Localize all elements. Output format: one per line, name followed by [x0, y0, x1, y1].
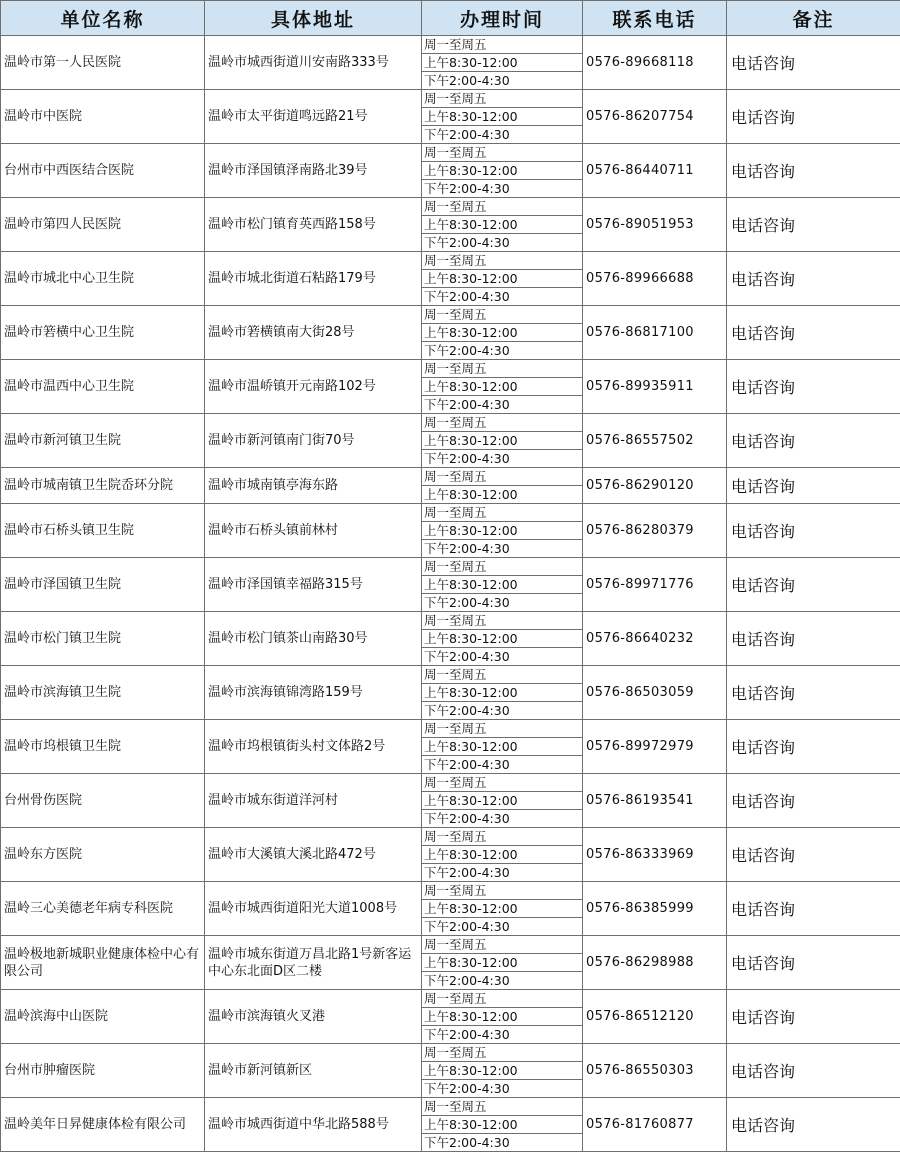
- office-hours-line: 周一至周五: [422, 1098, 582, 1116]
- office-hours-line: 下午2:00-4:30: [424, 973, 510, 988]
- contact-phone: 0576-89051953: [583, 198, 727, 252]
- office-hours-line: 下午2:00-4:30: [424, 1081, 510, 1096]
- contact-phone: 0576-86385999: [583, 882, 727, 936]
- office-hours-line: 周一至周五: [422, 828, 582, 846]
- contact-phone: 0576-86817100: [583, 306, 727, 360]
- office-hours: [422, 90, 583, 144]
- remark: 电话咨询: [727, 558, 900, 612]
- office-hours: [422, 1044, 583, 1098]
- institution-address: 温岭市城东街道洋河村: [205, 774, 422, 828]
- remark: 电话咨询: [727, 36, 900, 90]
- remark: 电话咨询: [727, 828, 900, 882]
- table-row: [1, 36, 900, 90]
- institution-name: 台州骨伤医院: [1, 774, 205, 828]
- office-hours: [422, 306, 583, 360]
- office-hours-line: 上午8:30-12:00: [422, 1008, 582, 1026]
- remark: 电话咨询: [727, 666, 900, 720]
- table-row: [1, 504, 900, 558]
- office-hours-line: 下午2:00-4:30: [424, 127, 510, 142]
- office-hours-line: 周一至周五: [422, 36, 582, 54]
- office-hours-line: 下午2:00-4:30: [424, 595, 510, 610]
- institution-address: 温岭市温峤镇开元南路102号: [205, 360, 422, 414]
- office-hours: [422, 198, 583, 252]
- remark: 电话咨询: [727, 882, 900, 936]
- office-hours-line: 上午8:30-12:00: [422, 270, 582, 288]
- contact-phone: 0576-89935911: [583, 360, 727, 414]
- contact-phone: 0576-86290120: [583, 468, 727, 504]
- office-hours: [422, 936, 583, 990]
- office-hours-line: 上午8:30-12:00: [422, 432, 582, 450]
- institution-name: 台州市肿瘤医院: [1, 1044, 205, 1098]
- contact-phone: 0576-89966688: [583, 252, 727, 306]
- institution-address: 温岭市城西街道中华北路588号: [205, 1098, 422, 1152]
- table-row: [1, 774, 900, 828]
- contact-phone: 0576-89972979: [583, 720, 727, 774]
- office-hours-line: 下午2:00-4:30: [424, 757, 510, 772]
- office-hours: [422, 360, 583, 414]
- institution-address: 温岭市泽国镇泽南路北39号: [205, 144, 422, 198]
- office-hours-line: 周一至周五: [422, 198, 582, 216]
- table-row: [1, 198, 900, 252]
- office-hours-line: 周一至周五: [422, 990, 582, 1008]
- office-hours-line: 上午8:30-12:00: [422, 576, 582, 594]
- office-hours-line: 下午2:00-4:30: [424, 73, 510, 88]
- office-hours: [422, 828, 583, 882]
- office-hours-line: 下午2:00-4:30: [424, 235, 510, 250]
- institution-name: 温岭市箬横中心卫生院: [1, 306, 205, 360]
- office-hours-line: 下午2:00-4:30: [424, 541, 510, 556]
- contact-phone: 0576-86512120: [583, 990, 727, 1044]
- institution-address: 温岭市大溪镇大溪北路472号: [205, 828, 422, 882]
- table-row: [1, 144, 900, 198]
- office-hours-line: 上午8:30-12:00: [422, 954, 582, 972]
- office-hours-line: 下午2:00-4:30: [424, 649, 510, 664]
- office-hours-line: 上午8:30-12:00: [422, 54, 582, 72]
- office-hours-line: 上午8:30-12:00: [424, 487, 518, 502]
- office-hours-line: 上午8:30-12:00: [422, 378, 582, 396]
- office-hours-line: 上午8:30-12:00: [422, 900, 582, 918]
- institution-address: 温岭市石桥头镇前林村: [205, 504, 422, 558]
- institution-address: 温岭市滨海镇火叉港: [205, 990, 422, 1044]
- office-hours: [422, 666, 583, 720]
- contact-phone: 0576-86193541: [583, 774, 727, 828]
- office-hours-line: 上午8:30-12:00: [422, 1116, 582, 1134]
- office-hours-line: 上午8:30-12:00: [422, 324, 582, 342]
- remark: 电话咨询: [727, 198, 900, 252]
- institution-name: 温岭市滨海镇卫生院: [1, 666, 205, 720]
- institution-address: 温岭市箬横镇南大街28号: [205, 306, 422, 360]
- office-hours-line: 下午2:00-4:30: [424, 343, 510, 358]
- table-row: [1, 936, 900, 990]
- contact-phone: 0576-86440711: [583, 144, 727, 198]
- contact-phone: 0576-86207754: [583, 90, 727, 144]
- institution-address: 温岭市城西街道阳光大道1008号: [205, 882, 422, 936]
- office-hours-line: 上午8:30-12:00: [422, 684, 582, 702]
- contact-phone: 0576-86550303: [583, 1044, 727, 1098]
- institution-name: 温岭市中医院: [1, 90, 205, 144]
- institution-name: 温岭东方医院: [1, 828, 205, 882]
- office-hours: [422, 468, 583, 504]
- office-hours-line: 周一至周五: [422, 504, 582, 522]
- office-hours-line: 下午2:00-4:30: [424, 919, 510, 934]
- header-phone: 联系电话: [583, 1, 727, 36]
- office-hours-line: 周一至周五: [422, 144, 582, 162]
- office-hours-line: 上午8:30-12:00: [422, 738, 582, 756]
- remark: 电话咨询: [727, 504, 900, 558]
- institution-address: 温岭市松门镇育英西路158号: [205, 198, 422, 252]
- office-hours-line: 周一至周五: [422, 414, 582, 432]
- office-hours-line: 周一至周五: [422, 558, 582, 576]
- table-row: [1, 1044, 900, 1098]
- office-hours-line: 上午8:30-12:00: [422, 162, 582, 180]
- remark: 电话咨询: [727, 306, 900, 360]
- office-hours-line: 周一至周五: [422, 774, 582, 792]
- office-hours: [422, 720, 583, 774]
- office-hours-line: 下午2:00-4:30: [424, 865, 510, 880]
- office-hours-line: 下午2:00-4:30: [424, 1135, 510, 1150]
- institution-address: 温岭市松门镇茶山南路30号: [205, 612, 422, 666]
- remark: 电话咨询: [727, 1098, 900, 1152]
- institution-address: 温岭市新河镇南门街70号: [205, 414, 422, 468]
- contact-phone: 0576-86333969: [583, 828, 727, 882]
- institution-address: 温岭市新河镇新区: [205, 1044, 422, 1098]
- office-hours: [422, 882, 583, 936]
- office-hours-line: 周一至周五: [422, 90, 582, 108]
- office-hours: [422, 990, 583, 1044]
- table-row: [1, 1098, 900, 1152]
- table-row: [1, 558, 900, 612]
- institution-name: 温岭市泽国镇卫生院: [1, 558, 205, 612]
- office-hours-line: 上午8:30-12:00: [422, 846, 582, 864]
- header-hours: 办理时间: [422, 1, 583, 36]
- institution-address: 温岭市城东街道万昌北路1号新客运中心东北面D区二楼: [205, 936, 422, 990]
- institution-name: 温岭市城南镇卫生院岙环分院: [1, 468, 205, 504]
- office-hours-line: 周一至周五: [422, 720, 582, 738]
- office-hours: [422, 558, 583, 612]
- remark: 电话咨询: [727, 720, 900, 774]
- institution-address: 温岭市城西街道川安南路333号: [205, 36, 422, 90]
- institution-name: 温岭市温西中心卫生院: [1, 360, 205, 414]
- remark: 电话咨询: [727, 468, 900, 504]
- remark: 电话咨询: [727, 612, 900, 666]
- institution-name: 温岭市松门镇卫生院: [1, 612, 205, 666]
- office-hours: [422, 36, 583, 90]
- institution-address: 温岭市坞根镇街头村文体路2号: [205, 720, 422, 774]
- office-hours-line: 上午8:30-12:00: [422, 522, 582, 540]
- office-hours-line: 周一至周五: [422, 468, 582, 486]
- office-hours-line: 周一至周五: [422, 666, 582, 684]
- contact-phone: 0576-81760877: [583, 1098, 727, 1152]
- table-row: [1, 252, 900, 306]
- remark: 电话咨询: [727, 774, 900, 828]
- institution-address: 温岭市太平街道鸣远路21号: [205, 90, 422, 144]
- institution-name: 温岭极地新城职业健康体检中心有限公司: [1, 936, 205, 990]
- remark: 电话咨询: [727, 990, 900, 1044]
- institution-name: 温岭市石桥头镇卫生院: [1, 504, 205, 558]
- table-body: [1, 36, 900, 1152]
- table-row: [1, 990, 900, 1044]
- contact-phone: 0576-86503059: [583, 666, 727, 720]
- office-hours-line: 下午2:00-4:30: [424, 181, 510, 196]
- office-hours: [422, 1098, 583, 1152]
- remark: 电话咨询: [727, 414, 900, 468]
- remark: 电话咨询: [727, 90, 900, 144]
- institution-address: 温岭市城南镇亭海东路: [205, 468, 422, 504]
- remark: 电话咨询: [727, 360, 900, 414]
- institution-name: 温岭市第一人民医院: [1, 36, 205, 90]
- office-hours: [422, 252, 583, 306]
- institution-name: 台州市中西医结合医院: [1, 144, 205, 198]
- contact-phone: 0576-86557502: [583, 414, 727, 468]
- remark: 电话咨询: [727, 144, 900, 198]
- table-row: [1, 306, 900, 360]
- institution-address: 温岭市泽国镇幸福路315号: [205, 558, 422, 612]
- office-hours-line: 下午2:00-4:30: [424, 451, 510, 466]
- office-hours-line: 下午2:00-4:30: [424, 397, 510, 412]
- header-name: 单位名称: [1, 1, 205, 36]
- office-hours: [422, 414, 583, 468]
- institution-name: 温岭市第四人民医院: [1, 198, 205, 252]
- office-hours-line: 周一至周五: [422, 936, 582, 954]
- office-hours-line: 上午8:30-12:00: [422, 108, 582, 126]
- contact-phone: 0576-89668118: [583, 36, 727, 90]
- institution-address: 温岭市城北街道石粘路179号: [205, 252, 422, 306]
- institution-address: 温岭市滨海镇锦湾路159号: [205, 666, 422, 720]
- office-hours-line: 周一至周五: [422, 1044, 582, 1062]
- table-row: [1, 828, 900, 882]
- office-hours-line: 上午8:30-12:00: [422, 1062, 582, 1080]
- header-address: 具体地址: [205, 1, 422, 36]
- remark: 电话咨询: [727, 1044, 900, 1098]
- table-row: [1, 468, 900, 504]
- office-hours-line: 上午8:30-12:00: [422, 216, 582, 234]
- table-row: [1, 360, 900, 414]
- office-hours-line: 周一至周五: [422, 612, 582, 630]
- remark: 电话咨询: [727, 252, 900, 306]
- office-hours-line: 下午2:00-4:30: [424, 703, 510, 718]
- office-hours-line: 周一至周五: [422, 306, 582, 324]
- table-row: [1, 414, 900, 468]
- office-hours: [422, 144, 583, 198]
- institution-name: 温岭市坞根镇卫生院: [1, 720, 205, 774]
- table-row: [1, 882, 900, 936]
- office-hours-line: 周一至周五: [422, 360, 582, 378]
- contact-phone: 0576-86280379: [583, 504, 727, 558]
- office-hours-line: 下午2:00-4:30: [424, 289, 510, 304]
- table-row: [1, 90, 900, 144]
- office-hours: [422, 612, 583, 666]
- office-hours-line: 下午2:00-4:30: [424, 1027, 510, 1042]
- contact-phone: 0576-86298988: [583, 936, 727, 990]
- contact-phone: 0576-89971776: [583, 558, 727, 612]
- institution-name: 温岭市新河镇卫生院: [1, 414, 205, 468]
- header-row: [1, 1, 900, 36]
- institution-name: 温岭三心美德老年病专科医院: [1, 882, 205, 936]
- table-row: [1, 612, 900, 666]
- office-hours-line: 周一至周五: [422, 882, 582, 900]
- contact-phone: 0576-86640232: [583, 612, 727, 666]
- header-note: 备注: [727, 1, 900, 36]
- institution-name: 温岭滨海中山医院: [1, 990, 205, 1044]
- office-hours-line: 上午8:30-12:00: [422, 630, 582, 648]
- table-row: [1, 720, 900, 774]
- office-hours: [422, 774, 583, 828]
- office-hours-line: 上午8:30-12:00: [422, 792, 582, 810]
- institution-name: 温岭市城北中心卫生院: [1, 252, 205, 306]
- table-row: [1, 666, 900, 720]
- office-hours-line: 周一至周五: [422, 252, 582, 270]
- office-hours-line: 下午2:00-4:30: [424, 811, 510, 826]
- office-hours: [422, 504, 583, 558]
- institution-name: 温岭美年日昇健康体检有限公司: [1, 1098, 205, 1152]
- remark: 电话咨询: [727, 936, 900, 990]
